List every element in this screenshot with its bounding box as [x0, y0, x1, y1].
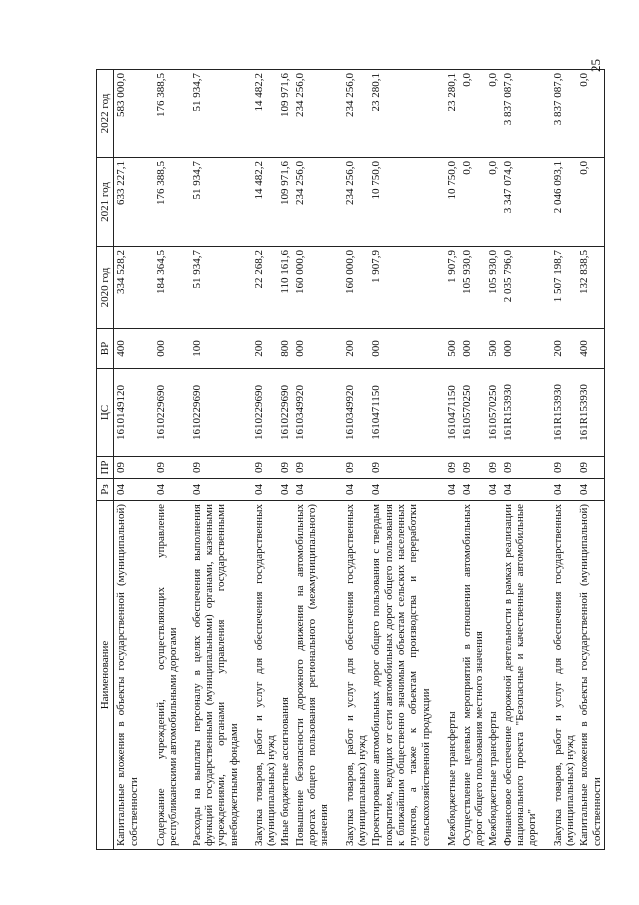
- row-name: Межбюджетные трансферты: [445, 501, 459, 850]
- row-name: Содержание учреждений, осуществляющих управление республиканскими автомобильными дорогами: [154, 501, 190, 850]
- row-2022: 0,0: [460, 70, 487, 158]
- row-pr: 09: [252, 457, 279, 479]
- row-rz: 04: [445, 479, 459, 501]
- row-cs: 1610229690: [252, 369, 279, 457]
- table-row: [154, 70, 190, 850]
- row-2022: 176 388,5: [154, 70, 190, 158]
- row-rz: 04: [369, 479, 445, 501]
- row-vr: 800: [278, 329, 292, 369]
- row-rz: 04: [551, 479, 578, 501]
- row-2021: 14 482,2: [252, 158, 279, 247]
- row-rz: 04: [343, 479, 370, 501]
- row-pr: 09: [190, 457, 252, 479]
- row-2020: 334 528,2: [114, 247, 154, 329]
- row-vr: 000: [460, 329, 487, 369]
- row-pr: 09: [460, 457, 487, 479]
- budget-table-rotated: [96, 70, 605, 850]
- row-2021: 0,0: [486, 158, 500, 247]
- row-vr: 200: [551, 329, 578, 369]
- row-2021: 234 256,0: [343, 158, 370, 247]
- row-name: Капитальные вложения в объекты государственной (муниципальной) собственности: [114, 501, 154, 850]
- table-row: [369, 70, 445, 850]
- table-header-row: [97, 70, 114, 850]
- row-2021: 10 750,0: [369, 158, 445, 247]
- row-pr: 09: [501, 457, 551, 479]
- row-vr: 000: [293, 329, 343, 369]
- row-cs: 1610570250: [486, 369, 500, 457]
- table-row: [551, 70, 578, 850]
- row-name: Проектирование автомобильных дорог общего пользования с твердым покрытием, ведущих от сети автомобильных дорог общего пользования к ближайшим общественно значимым объектам сельских населенных пунктов, а также к объектам производства и переработки сельскохозяйственной продукции: [369, 501, 445, 850]
- row-rz: 04: [278, 479, 292, 501]
- row-name: Расходы на выплаты персоналу в целях обеспечения выполнения функций государственными (муниципальными) органами, казенными учреждениями, органами управления государственными внебюджетными фондами: [190, 501, 252, 850]
- row-pr: 09: [293, 457, 343, 479]
- row-rz: 04: [154, 479, 190, 501]
- row-2021: 0,0: [460, 158, 487, 247]
- row-vr: 000: [501, 329, 551, 369]
- row-pr: 09: [154, 457, 190, 479]
- row-2022: 51 934,7: [190, 70, 252, 158]
- row-2022: 3 837 087,0: [551, 70, 578, 158]
- row-2021: 10 750,0: [445, 158, 459, 247]
- table-row: [501, 70, 551, 850]
- row-rz: 04: [501, 479, 551, 501]
- row-vr: 000: [154, 329, 190, 369]
- row-vr: 500: [445, 329, 459, 369]
- row-2020: 1 507 198,7: [551, 247, 578, 329]
- row-cs: 1610349920: [293, 369, 343, 457]
- row-rz: 04: [460, 479, 487, 501]
- row-2020: 110 161,6: [278, 247, 292, 329]
- row-name: Повышение безопасности дорожного движения на автомобильных дорогах общего пользования регионального (межмуниципального) значения: [293, 501, 343, 850]
- header-cs: ЦС: [97, 369, 114, 457]
- table-row: [190, 70, 252, 850]
- row-pr: 09: [369, 457, 445, 479]
- row-name: Межбюджетные трансферты: [486, 501, 500, 850]
- table-row: [445, 70, 459, 850]
- row-2021: 3 347 074,0: [501, 158, 551, 247]
- row-cs: 1610471150: [369, 369, 445, 457]
- row-2021: 234 256,0: [293, 158, 343, 247]
- row-vr: 000: [369, 329, 445, 369]
- header-2021: 2021 год: [97, 158, 114, 247]
- table-row: [278, 70, 292, 850]
- row-2022: 234 256,0: [343, 70, 370, 158]
- row-vr: 100: [190, 329, 252, 369]
- row-pr: 09: [278, 457, 292, 479]
- row-2021: 633 227,1: [114, 158, 154, 247]
- row-vr: 200: [343, 329, 370, 369]
- row-cs: 1610149120: [114, 369, 154, 457]
- row-2022: 23 280,1: [369, 70, 445, 158]
- row-name: Осуществление целевых мероприятий в отношении автомобильных дорог общего пользования местного значения: [460, 501, 487, 850]
- row-name: Капитальные вложения в объекты государственной (муниципальной) собственности: [577, 501, 604, 850]
- row-rz: 04: [293, 479, 343, 501]
- row-cs: 1610349920: [343, 369, 370, 457]
- row-2021: 109 971,6: [278, 158, 292, 247]
- row-2022: 109 971,6: [278, 70, 292, 158]
- row-vr: 400: [577, 329, 604, 369]
- row-pr: 09: [343, 457, 370, 479]
- row-vr: 400: [114, 329, 154, 369]
- row-cs: 1610471150: [445, 369, 459, 457]
- row-name: Закупка товаров, работ и услуг для обеспечения государственных (муниципальных) нужд: [551, 501, 578, 850]
- row-cs: 161R153930: [577, 369, 604, 457]
- row-2020: 1 907,9: [445, 247, 459, 329]
- row-2022: 0,0: [486, 70, 500, 158]
- row-cs: 1610229690: [154, 369, 190, 457]
- row-name: Закупка товаров, работ и услуг для обеспечения государственных (муниципальных) нужд: [343, 501, 370, 850]
- header-vr: ВР: [97, 329, 114, 369]
- row-2022: 0,0: [577, 70, 604, 158]
- row-rz: 04: [190, 479, 252, 501]
- row-name: Закупка товаров, работ и услуг для обеспечения государственных (муниципальных) нужд: [252, 501, 279, 850]
- header-2022: 2022 год: [97, 70, 114, 158]
- row-pr: 09: [551, 457, 578, 479]
- row-rz: 04: [577, 479, 604, 501]
- table-row: [343, 70, 370, 850]
- header-pr: ПР: [97, 457, 114, 479]
- row-vr: 200: [252, 329, 279, 369]
- table-row: [460, 70, 487, 850]
- row-cs: 1610570250: [460, 369, 487, 457]
- table-row: [293, 70, 343, 850]
- row-2020: 1 907,9: [369, 247, 445, 329]
- row-pr: 09: [577, 457, 604, 479]
- row-2021: 176 388,5: [154, 158, 190, 247]
- row-2022: 14 482,2: [252, 70, 279, 158]
- row-pr: 09: [445, 457, 459, 479]
- table-row: [252, 70, 279, 850]
- header-name: Наименование: [97, 501, 114, 850]
- table-row: [114, 70, 154, 850]
- row-rz: 04: [252, 479, 279, 501]
- row-2020: 22 268,2: [252, 247, 279, 329]
- row-2020: 160 000,0: [343, 247, 370, 329]
- row-2020: 51 934,7: [190, 247, 252, 329]
- row-cs: 1610229690: [190, 369, 252, 457]
- row-2022: 3 837 087,0: [501, 70, 551, 158]
- row-2020: 105 930,0: [486, 247, 500, 329]
- row-name: Иные бюджетные ассигнования: [278, 501, 292, 850]
- row-cs: 161R153930: [501, 369, 551, 457]
- row-pr: 09: [114, 457, 154, 479]
- row-pr: 09: [486, 457, 500, 479]
- row-cs: 161R153930: [551, 369, 578, 457]
- row-2022: 234 256,0: [293, 70, 343, 158]
- row-2020: 160 000,0: [293, 247, 343, 329]
- table-row: [577, 70, 604, 850]
- row-vr: 500: [486, 329, 500, 369]
- row-2020: 132 838,5: [577, 247, 604, 329]
- row-2021: 2 046 093,1: [551, 158, 578, 247]
- row-2020: 2 035 796,0: [501, 247, 551, 329]
- row-rz: 04: [114, 479, 154, 501]
- row-2021: 0,0: [577, 158, 604, 247]
- table-row: [486, 70, 500, 850]
- header-2020: 2020 год: [97, 247, 114, 329]
- row-2020: 184 364,5: [154, 247, 190, 329]
- row-cs: 1610229690: [278, 369, 292, 457]
- row-name: Финансовое обеспечение дорожной деятельности в рамках реализации национального проекта "Безопасные и качественные автомобильные дороги": [501, 501, 551, 850]
- row-2022: 23 280,1: [445, 70, 459, 158]
- header-rz: Рз: [97, 479, 114, 501]
- row-2021: 51 934,7: [190, 158, 252, 247]
- page-number: 25: [588, 59, 603, 72]
- budget-table: [96, 69, 605, 850]
- row-rz: 04: [486, 479, 500, 501]
- row-2022: 583 000,0: [114, 70, 154, 158]
- row-2020: 105 930,0: [460, 247, 487, 329]
